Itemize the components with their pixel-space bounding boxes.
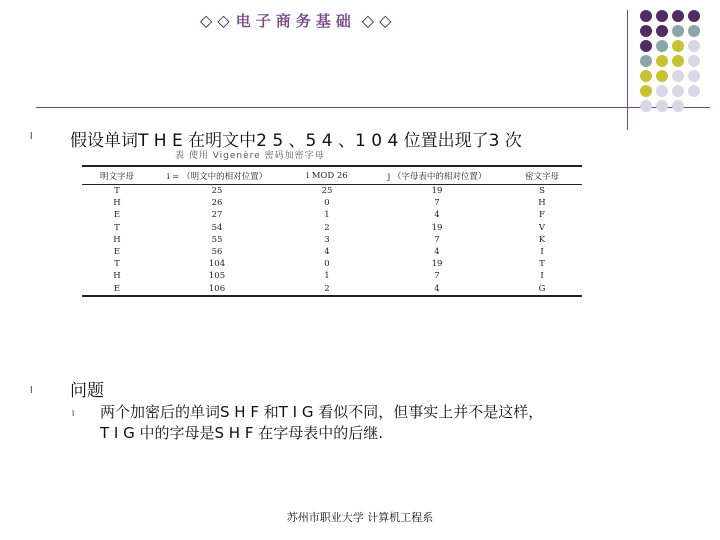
table-cell: 25 [211, 186, 223, 197]
decorative-dot [656, 70, 668, 82]
page-title: 电子商务基础 [235, 11, 356, 30]
table-cell: 105 [208, 271, 226, 282]
column-header: 明文字母 [82, 166, 152, 185]
table-caption: 表 使用 Vigenère 密码加密字母 [175, 151, 325, 161]
decorative-dot [672, 100, 684, 112]
vertical-divider [627, 10, 628, 130]
table-cell: G [502, 283, 582, 296]
table-cell: 2 [324, 222, 330, 233]
sub-bullet-marker: l [72, 409, 75, 418]
table-cell: 26 [211, 198, 223, 209]
table-row [82, 209, 582, 221]
table-cell: 4 [372, 283, 502, 296]
decorative-dot-grid [640, 10, 720, 122]
table-row [82, 234, 582, 246]
decorative-dot [672, 85, 684, 97]
decorative-dot [672, 10, 684, 22]
table-cell: H [538, 198, 546, 209]
table-cell: 1 [324, 210, 330, 221]
table-cell: H [113, 271, 121, 282]
table-cell: 0 [324, 259, 330, 270]
horizontal-divider [36, 107, 710, 108]
decorative-dot [640, 100, 652, 112]
decorative-dot [672, 55, 684, 67]
diamond-icon: ◇ ◇ [200, 10, 230, 30]
table-cell: 7 [434, 234, 440, 245]
decorative-dot [656, 85, 668, 97]
decorative-dot [688, 55, 700, 67]
table-row [82, 246, 582, 258]
column-header: i = （明文中的相对位置） [152, 166, 282, 185]
table-cell: E [113, 210, 121, 221]
table-cell: H [113, 234, 121, 245]
table-row [82, 270, 582, 282]
slide-header [200, 9, 391, 31]
table-cell: S [539, 186, 545, 197]
column-header: 密文字母 [502, 166, 582, 185]
table-cell: 0 [324, 198, 330, 209]
table-cell: 25 [321, 186, 333, 197]
table-cell: 54 [211, 222, 223, 233]
bullet-text-1: 假设单词T H E 在明文中2 5 、5 4 、1 0 4 位置出现了3 次 [70, 131, 522, 151]
table-cell: I [540, 271, 544, 282]
decorative-dot [656, 100, 668, 112]
table-cell: 4 [434, 210, 440, 221]
table-cell: 56 [211, 247, 223, 258]
table-cell: 1 [324, 271, 330, 282]
table-row [82, 258, 582, 270]
decorative-dot [640, 55, 652, 67]
table-cell: 19 [431, 259, 443, 270]
decorative-dot [640, 85, 652, 97]
table-cell: 7 [434, 198, 440, 209]
decorative-dot [656, 25, 668, 37]
table-cell: K [538, 234, 546, 245]
table-cell: I [540, 247, 544, 258]
table-row [82, 283, 582, 296]
table-cell: T [114, 222, 120, 233]
table-cell: T [539, 259, 545, 270]
footer: 苏州市职业大学 计算机工程系 [286, 511, 434, 524]
table-cell: T [114, 186, 120, 197]
bullet-marker: l [30, 132, 33, 142]
table-cell: 106 [152, 283, 282, 296]
table-cell: 19 [431, 222, 443, 233]
bullet-marker: l [30, 386, 33, 396]
table-row [82, 222, 582, 234]
table-cell: 27 [211, 210, 223, 221]
table-cell: 7 [434, 271, 440, 282]
decorative-dot [656, 10, 668, 22]
decorative-dot [640, 40, 652, 52]
table-cell: T [114, 259, 120, 270]
cipher-table [82, 165, 582, 297]
decorative-dot [672, 70, 684, 82]
column-header: i MOD 26 [282, 166, 372, 185]
table-cell: H [113, 198, 121, 209]
table-row [82, 185, 582, 198]
table-cell: 2 [282, 283, 372, 296]
table-cell: 4 [324, 247, 330, 258]
column-header: j （字母表中的相对位置） [372, 166, 502, 185]
decorative-dot [688, 85, 700, 97]
decorative-dot [688, 40, 700, 52]
decorative-dot [656, 40, 668, 52]
table-cell: E [113, 247, 121, 258]
table-cell: 19 [431, 186, 443, 197]
bullet-text-2: 问题 [70, 381, 104, 401]
table-header-row [82, 166, 582, 185]
decorative-dot [688, 10, 700, 22]
sub-bullet-text-line-2: T I G 中的字母是S H F 在字母表中的后继. [100, 424, 384, 442]
table-cell: 3 [324, 234, 330, 245]
table-cell: F [539, 210, 545, 221]
table-cell: 104 [208, 259, 226, 270]
decorative-dot [640, 10, 652, 22]
table-cell: 4 [434, 247, 440, 258]
decorative-dot [672, 40, 684, 52]
decorative-dot [656, 55, 668, 67]
decorative-dot [672, 25, 684, 37]
table-cell: V [538, 222, 546, 233]
decorative-dot [688, 25, 700, 37]
sub-bullet-text-line-1: 两个加密后的单词S H F 和T I G 看似不同，但事实上并不是这样， [100, 403, 544, 421]
table-row [82, 197, 582, 209]
decorative-dot [640, 25, 652, 37]
diamond-icon: ◇ ◇ [361, 10, 392, 30]
table-cell: 55 [211, 234, 223, 245]
decorative-dot [688, 70, 700, 82]
decorative-dot [640, 70, 652, 82]
table-cell: E [82, 283, 152, 296]
